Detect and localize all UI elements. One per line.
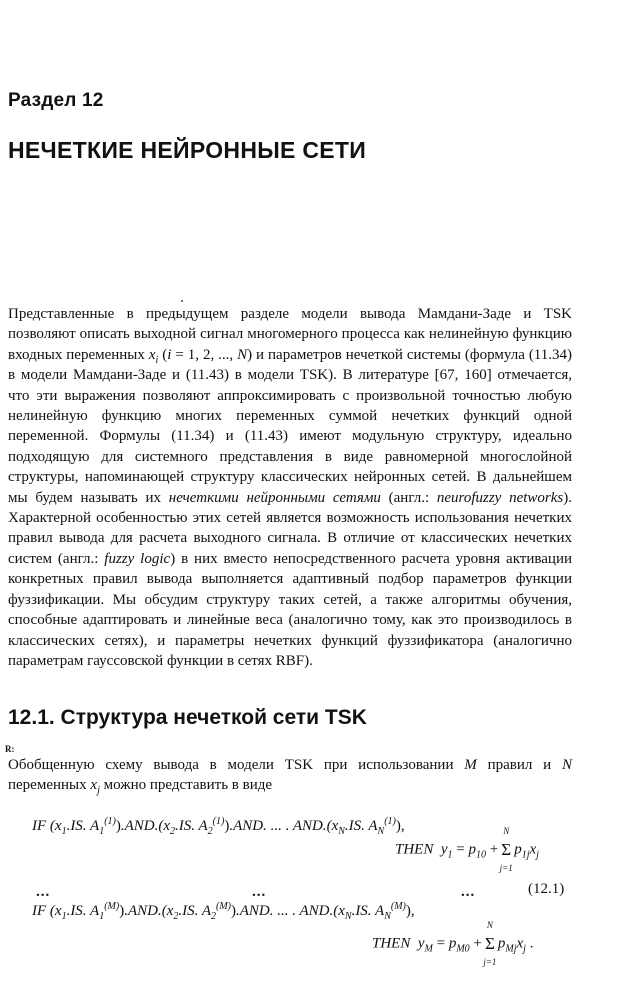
scheme-paragraph: Обобщенную схему вывода в модели TSK при использовании M правил и N переменных $x_j$ можно представить в виде [8,757,572,797]
subsection-heading: 12.1. Структура нечеткой сети TSK [8,706,367,729]
ellipsis-left: ... [36,884,51,900]
ellipsis-right: ... [461,884,476,900]
chapter-title: НЕЧЕТКИЕ НЕЙРОННЫЕ СЕТИ [8,137,367,163]
equation-number: (12.1) [528,881,565,897]
intro-paragraph: Представленные в предыдущем разделе модели вывода Мамдани-Заде и TSK позволяют описать выходной сигнал многомерного процесса как нелинейную функцию входных переменных $x_i$ (i = 1, 2, ..., N) и параметров нечеткой системы (формула (11.34) в модели Мамдани-Заде и (11.43) в модели TSK). В литературе [67, 160] отмечается, что эти выражения позволяют аппроксимировать с произвольной точностью любую нелинейную функцию многих переменных суммой нечетких функций одной переменной. Формулы (11.34) и (11.43) имеют модульную структуру, идеально подходящую для системного представления в виде равномерной многослойной структуры, напоминающей структуру классических нейронных сетей. В дальнейшем мы будем называть их нечеткими нейронными сетями (англ.: neurofuzzy networks). Характерной особенностью этих сетей является возможность использования нечетких правил вывода для расчета выходного сигнала. В отличие от классических нечетких систем (англ.: fuzzy logic) в них вместо непосредственного расчета уровня активации конкретных правил вывода выполняется адаптивный подбор параметров функции фуззификации. Мы обсудим структуру таких сетей, а также алгоритмы обучения, способные адаптировать и линейные веса (аналогично тому, как это производилось в классических сетях), и параметры нечетких функций фуззификатора (аналогично параметрам гауссовской функции в сетях RBF). [8,306,572,669]
term-neurofuzzy-ru: нечеткими нейронными сетями [168,489,381,506]
stray-dot [181,300,183,302]
section-label: Раздел 12 [8,90,104,111]
margin-mark: R: [5,744,15,754]
ellipsis-mid: ... [252,884,267,900]
formula-rule-m: IF ($x_1.IS$. $A_1^{(M)}).AND.(x_2.IS$. $A_2^{(M)}).AND$. ... . $AND.(x_N.IS$. $A_N^{(M)}$), [32,901,415,922]
sum-symbol: N Σ j=1 [483,920,497,967]
sum-symbol: N Σ j=1 [499,826,513,873]
term-neurofuzzy-en: neurofuzzy networks [436,489,564,506]
formula-then-m: THEN $y_M = p_{M0}$ + N Σ j=1 $p_{Mj}x_j$ . [372,920,534,967]
term-fuzzy-logic: fuzzy logic [104,550,171,567]
formula-then-1: THEN $y_1 = p_{10}$ + N Σ j=1 $p_{1j}x_j$ [395,826,539,873]
formula-rule-1: IF ($x_1.IS$. $A_1^{(1)}).AND.(x_2.IS$. $A_2^{(1)}).AND$. ... . $AND.(x_N.IS$. $A_N^{(1)}$), [32,816,405,837]
